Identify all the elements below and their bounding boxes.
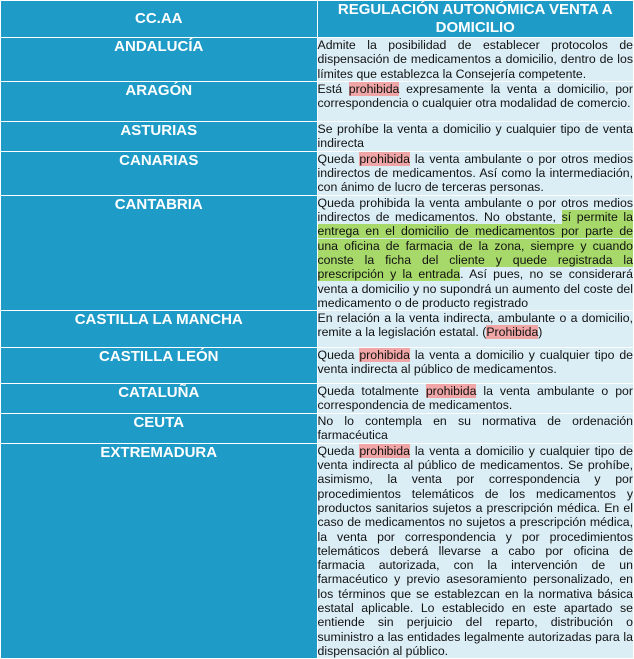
table-row — [1, 38, 634, 82]
table-row — [1, 384, 634, 414]
regulation-text — [317, 348, 634, 384]
text-segment: Está — [317, 81, 349, 96]
regulation-text — [317, 121, 634, 151]
text-segment: Queda prohibida la venta ambulante o por otros medios indirectos de medicamentos. No obstante, — [317, 195, 633, 225]
highlighted-text: prohibida — [348, 81, 400, 96]
text-segment: Queda — [317, 348, 360, 363]
highlighted-text: prohibida — [359, 151, 410, 166]
text-segment: la venta ambulante o por correspondencia de medicamentos. — [317, 384, 633, 413]
region-name: CANTABRIA — [1, 195, 318, 310]
header-regulation: REGULACIÓN AUTONÓMICA VENTA A DOMICILIO — [317, 1, 634, 38]
table-row — [1, 195, 634, 310]
regulation-text — [317, 151, 634, 195]
table-row — [1, 151, 634, 195]
header-row — [1, 1, 634, 38]
text-segment: En relación a la venta indirecta, ambulante o a domicilio, remite a la legislación estatal. ( — [317, 311, 633, 340]
region-name: ANDALUCÍA — [1, 38, 318, 82]
table-row — [1, 443, 634, 658]
text-segment: Queda totalmente — [317, 384, 426, 399]
text-segment: la venta a domicilio y cualquier tipo de venta indirecta al público de medicamentos. Se prohíbe, asimismo, la venta por correspondencia y por procedimientos telemáticos de los medicamentos y productos sanitarios sujetos a prescripción médica. En el caso de medicamentos no sujetos a prescripción médica, la venta por correspondencia y por procedimientos telemáticos deberá llevarse a cabo por oficina de farmacia autorizada, con la intervención de un farmacéutico y previo asesoramiento personalizado, en los términos que se establezcan en la normativa básica estatal aplicable. Lo establecido en este apartado se entiende sin perjuicio del reparto, distribución o suministro a las entidades legalmente autorizadas para la dispensación al público. — [317, 443, 633, 658]
highlighted-text: prohibida — [425, 384, 477, 399]
table-body — [1, 38, 634, 659]
text-segment: la venta a domicilio y cualquier tipo de venta indirecta al público de medicamentos. — [317, 348, 633, 377]
regulation-text — [317, 38, 634, 82]
text-segment: expresamente la venta a domicilio, por correspondencia o cualquier otra modalidad de comercio. — [317, 81, 633, 111]
highlighted-text: sí permite la entrega en el domicilio de medicamentos por parte de una oficina de farmacia de la zona, siempre y cuando conste la ficha del cliente y quede registrada la prescripción y la entrada — [317, 210, 633, 282]
text-segment: No lo contempla en su normativa de ordenación farmacéutica — [317, 414, 633, 443]
region-name: ASTURIAS — [1, 121, 318, 151]
text-segment: Queda — [317, 151, 360, 166]
regulation-text — [317, 443, 634, 658]
highlighted-text: prohibida — [359, 348, 410, 363]
regulation-text — [317, 195, 634, 310]
regulation-text — [317, 384, 634, 414]
text-segment: . Así pues, no se considerará venta a domicilio y no supondrá un aumento del coste del medicamento o de producto registrado — [317, 267, 633, 310]
text-segment: Admite la posibilidad de establecer protocolos de dispensación de medicamentos a domicilio, dentro de los límites que establezca la Consejería competente. — [317, 38, 633, 81]
header-ccaa: CC.AA — [1, 1, 318, 38]
regulation-text — [317, 311, 634, 348]
region-name: CEUTA — [1, 414, 318, 444]
regulation-text — [317, 414, 634, 444]
text-segment: Queda — [317, 443, 360, 458]
highlighted-text: Prohibida — [486, 325, 539, 340]
region-name: CANARIAS — [1, 151, 318, 195]
highlighted-text: prohibida — [359, 443, 410, 458]
region-name: EXTREMADURA — [1, 443, 318, 658]
table-row — [1, 414, 634, 444]
table-row — [1, 121, 634, 151]
region-name: CATALUÑA — [1, 384, 318, 414]
text-segment: ) — [538, 325, 543, 340]
region-name: ARAGÓN — [1, 81, 318, 121]
text-segment: la venta ambulante o por otros medios indirectos de medicamentos. Así como la intermediación, con ánimo de lucro de terceras personas. — [317, 151, 633, 195]
table-row — [1, 348, 634, 384]
regulation-text — [317, 81, 634, 121]
region-name: CASTILLA LEÓN — [1, 348, 318, 384]
table-row — [1, 311, 634, 348]
table-row — [1, 81, 634, 121]
region-name: CASTILLA LA MANCHA — [1, 311, 318, 348]
text-segment: Se prohíbe la venta a domicilio y cualquier tipo de venta indirecta — [317, 121, 633, 151]
